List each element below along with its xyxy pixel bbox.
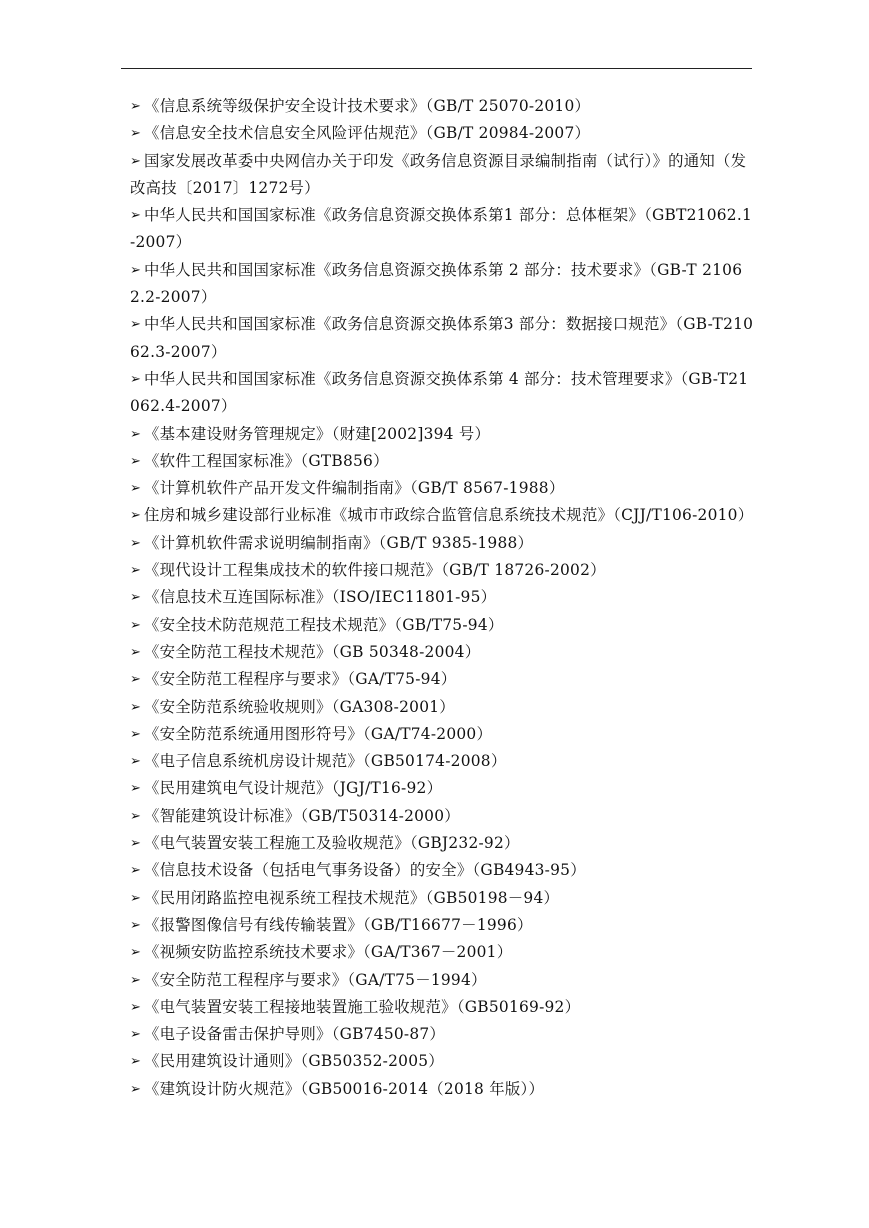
arrow-bullet-icon: ➢ xyxy=(130,617,142,633)
arrow-bullet-icon: ➢ xyxy=(130,726,142,742)
list-item-text: 《民用闭路监控电视系统工程技术规范》（GB50198－94） xyxy=(144,888,560,907)
list-item-text: 中华人民共和国国家标准《政务信息资源交换体系第3 部分：数据接口规范》（GB-T21062.3-2007） xyxy=(130,315,754,361)
list-item xyxy=(130,557,755,584)
list-item xyxy=(130,612,755,639)
list-item xyxy=(130,202,755,257)
arrow-bullet-icon: ➢ xyxy=(130,754,142,770)
list-item-text: 《电气装置安装工程施工及验收规范》（GBJ232-92） xyxy=(144,834,520,853)
list-item-text: 《报警图像信号有线传输装置》（GB/T16677－1996） xyxy=(144,915,533,934)
list-item xyxy=(130,967,755,994)
list-item-text: 国家发展改革委中央网信办关于印发《政务信息资源目录编制指南（试行）》的通知（发改高技〔2017〕1272号） xyxy=(130,151,747,197)
list-item-text: 《基本建设财务管理规定》（财建[2002]394 号） xyxy=(144,424,491,443)
arrow-bullet-icon: ➢ xyxy=(130,972,142,988)
list-item-text: 《安全防范系统验收规则》（GA308-2001） xyxy=(144,697,455,716)
list-item-text: 《计算机软件需求说明编制指南》（GB/T 9385-1988） xyxy=(144,533,534,552)
list-item xyxy=(130,721,755,748)
arrow-bullet-icon: ➢ xyxy=(130,481,142,497)
list-item-text: 中华人民共和国国家标准《政务信息资源交换体系第1 部分：总体框架》（GBT21062.1-2007） xyxy=(130,206,752,252)
arrow-bullet-icon: ➢ xyxy=(130,945,142,961)
list-item xyxy=(130,502,755,529)
arrow-bullet-icon: ➢ xyxy=(130,99,142,114)
list-item-text: 《信息技术互连国际标准》（ISO/IEC11801-95） xyxy=(144,588,497,607)
list-item xyxy=(130,421,755,448)
list-item xyxy=(130,694,755,721)
arrow-bullet-icon: ➢ xyxy=(130,999,142,1015)
list-item-text: 《安全防范工程技术规范》（GB 50348-2004） xyxy=(144,642,481,661)
list-item-text: 住房和城乡建设部行业标准《城市市政综合监管信息系统技术规范》（CJJ/T106-2010） xyxy=(144,506,754,525)
arrow-bullet-icon: ➢ xyxy=(130,371,142,387)
arrow-bullet-icon: ➢ xyxy=(130,890,142,906)
list-item-text: 《建筑设计防火规范》（GB50016-2014（2018 年版）） xyxy=(144,1079,545,1098)
list-item-text: 《视频安防监控系统技术要求》（GA/T367－2001） xyxy=(144,943,513,962)
arrow-bullet-icon: ➢ xyxy=(130,563,142,579)
list-item-text: 《电气装置安装工程接地装置施工验收规范》（GB50169-92） xyxy=(144,997,581,1016)
list-item-text: 《电子信息系统机房设计规范》（GB50174-2008） xyxy=(144,752,507,771)
arrow-bullet-icon: ➢ xyxy=(130,590,142,606)
arrow-bullet-icon: ➢ xyxy=(130,836,142,852)
list-item xyxy=(130,584,755,611)
list-item xyxy=(130,885,755,912)
list-item xyxy=(130,1048,755,1075)
list-item-text: 中华人民共和国国家标准《政务信息资源交换体系第 4 部分：技术管理要求》（GB-T21062.4-2007） xyxy=(130,369,749,416)
list-item-text: 《安全防范工程程序与要求》（GA/T75-94） xyxy=(144,670,457,689)
list-item-text: 《安全防范系统通用图形符号》（GA/T74-2000） xyxy=(144,724,493,743)
list-item-text: 《安全防范工程程序与要求》（GA/T75－1994） xyxy=(144,970,487,989)
list-item xyxy=(130,830,755,857)
list-item xyxy=(130,1021,755,1048)
list-item-text: 中华人民共和国国家标准《政务信息资源交换体系第 2 部分：技术要求》（GB-T 21062.2-2007） xyxy=(130,260,743,307)
list-item-text: 《民用建筑设计通则》（GB50352-2005） xyxy=(144,1052,444,1071)
list-item-text: 《计算机软件产品开发文件编制指南》（GB/T 8567-1988） xyxy=(144,479,565,498)
list-item-text: 《安全技术防范规范工程技术规范》（GB/T75-94） xyxy=(144,615,504,634)
list-item-text: 《民用建筑电气设计规范》（JGJ/T16-92） xyxy=(144,779,443,798)
arrow-bullet-icon: ➢ xyxy=(130,1027,142,1043)
arrow-bullet-icon: ➢ xyxy=(130,153,142,169)
list-item xyxy=(130,939,755,966)
list-item xyxy=(130,257,755,312)
arrow-bullet-icon: ➢ xyxy=(130,863,142,879)
list-item xyxy=(130,530,755,557)
arrow-bullet-icon: ➢ xyxy=(130,1054,142,1070)
list-item-text: 《信息技术设备（包括电气事务设备）的安全》（GB4943-95） xyxy=(144,861,586,880)
list-item xyxy=(130,448,755,475)
list-item xyxy=(130,366,755,421)
list-item-text: 《智能建筑设计标准》（GB/T50314-2000） xyxy=(144,806,460,825)
list-item xyxy=(130,666,755,693)
header-rule xyxy=(121,68,752,69)
list-item xyxy=(130,148,755,203)
list-item xyxy=(130,857,755,884)
list-item-text: 《信息系统等级保护安全设计技术要求》（GB/T 25070-2010） xyxy=(144,97,591,115)
arrow-bullet-icon: ➢ xyxy=(130,208,142,224)
arrow-bullet-icon: ➢ xyxy=(130,644,142,660)
list-item xyxy=(130,93,755,120)
list-item xyxy=(130,803,755,830)
list-item xyxy=(130,775,755,802)
arrow-bullet-icon: ➢ xyxy=(130,1081,142,1097)
list-item xyxy=(130,120,755,147)
list-item xyxy=(130,1076,755,1103)
list-item xyxy=(130,475,755,502)
arrow-bullet-icon: ➢ xyxy=(130,535,142,551)
arrow-bullet-icon: ➢ xyxy=(130,808,142,824)
list-item-text: 《信息安全技术信息安全风险评估规范》（GB/T 20984-2007） xyxy=(144,124,591,143)
arrow-bullet-icon: ➢ xyxy=(130,672,142,688)
arrow-bullet-icon: ➢ xyxy=(130,262,142,278)
arrow-bullet-icon: ➢ xyxy=(130,699,142,715)
list-item xyxy=(130,311,755,366)
arrow-bullet-icon: ➢ xyxy=(130,917,142,933)
arrow-bullet-icon: ➢ xyxy=(130,426,142,442)
list-item xyxy=(130,639,755,666)
list-item-text: 《现代设计工程集成技术的软件接口规范》（GB/T 18726-2002） xyxy=(144,561,606,580)
list-item-text: 《软件工程国家标准》（GTB856） xyxy=(144,451,389,470)
list-item xyxy=(130,994,755,1021)
arrow-bullet-icon: ➢ xyxy=(130,781,142,797)
arrow-bullet-icon: ➢ xyxy=(130,317,142,333)
arrow-bullet-icon: ➢ xyxy=(130,453,142,469)
list-item-text: 《电子设备雷击保护导则》（GB7450-87） xyxy=(144,1025,446,1044)
arrow-bullet-icon: ➢ xyxy=(130,126,142,142)
standards-list xyxy=(130,93,755,1103)
list-item xyxy=(130,912,755,939)
list-item xyxy=(130,748,755,775)
arrow-bullet-icon: ➢ xyxy=(130,508,142,524)
